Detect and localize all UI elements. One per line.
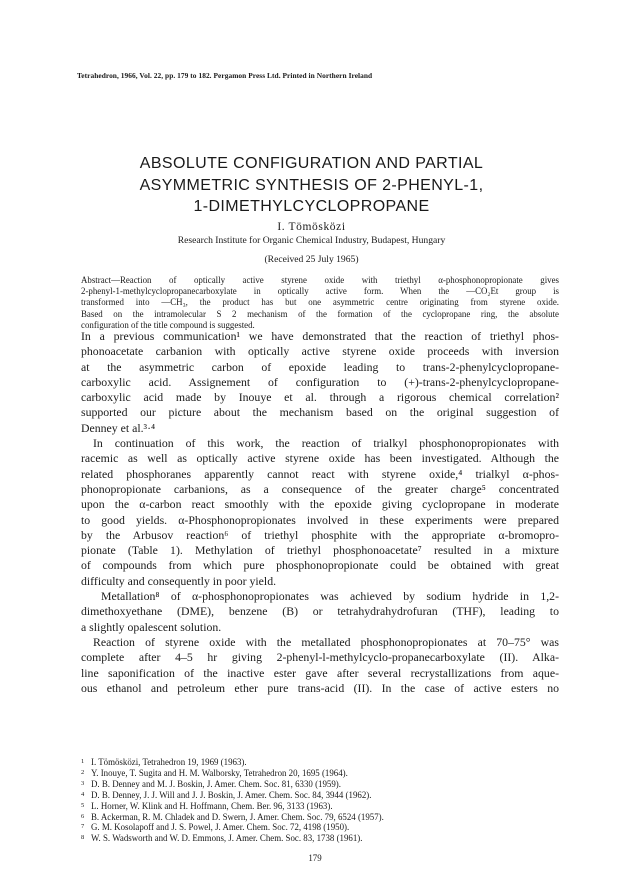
received-text: (Received 25 July 1965) bbox=[264, 254, 359, 265]
body-line: Denney et al.³·⁴ bbox=[81, 420, 156, 435]
footnote bbox=[81, 790, 559, 801]
body-line: by the Arbusov reaction⁶ of triethyl phosphite with the appropriate α-bromopro- bbox=[81, 527, 559, 542]
footnotes bbox=[81, 757, 559, 844]
footnote bbox=[81, 812, 559, 823]
body-line: upon the α-carbon react smoothly with the epoxide giving cyclopropane in moderate bbox=[81, 497, 559, 512]
abstract bbox=[81, 275, 559, 331]
abstract-line: transformed into —CH₃, the product has but one asymmetric centre originating from styrene oxide. bbox=[81, 297, 559, 308]
footnote-mark: 7 bbox=[81, 823, 85, 831]
body-line: Reaction of styrene oxide with the metallated phosphonopropionates at 70–75° was bbox=[93, 634, 559, 649]
body-line: complete after 4–5 hr giving 2-phenyl-l-methylcyclo-propanecarboxylate (II). Alka- bbox=[81, 650, 559, 665]
footnote-text: I. Tömösközi, Tetrahedron 19, 1969 (1963). bbox=[91, 757, 247, 767]
footnote-mark: 6 bbox=[81, 812, 85, 820]
body-line: phonoacetate carbanion with optically active styrene oxide proceeds with inversion bbox=[81, 344, 559, 359]
body-line: of compounds from which pure phosphonopropionate could be obtained with great bbox=[81, 558, 559, 573]
footnote-text: G. M. Kosolapoff and J. S. Powel, J. Amer. Chem. Soc. 72, 4198 (1950). bbox=[91, 822, 350, 833]
body-line: ous ethanol and petroleum ether pure trans-acid (II). In the case of active esters no bbox=[81, 680, 559, 695]
footnote bbox=[81, 801, 559, 812]
title-line: ASYMMETRIC SYNTHESIS OF 2-PHENYL-1, bbox=[139, 176, 484, 194]
footnote-text: B. Ackerman, R. M. Chladek and D. Swern, J. Amer. Chem. Soc. 79, 6524 (1957). bbox=[91, 811, 384, 822]
footnote-text: D. B. Denney, J. J. Will and J. J. Boskin, J. Amer. Chem. Soc. 84, 3944 (1962). bbox=[91, 789, 372, 800]
footnote bbox=[81, 779, 559, 790]
footnote-mark: 5 bbox=[81, 801, 85, 809]
body-line: pionate (Table 1). Methylation of triethyl phosphonoacetate⁷ resulted in a mixture bbox=[81, 543, 559, 558]
page-number: 179 bbox=[308, 853, 322, 863]
body-line: carboxylic acid. Assignement of configuration to (+)-trans-2-phenylcyclopropane- bbox=[81, 374, 559, 389]
body-text bbox=[81, 329, 559, 696]
footnote-text: L. Horner, W. Klink and H. Hoffmann, Chem. Ber. 96, 3133 (1963). bbox=[91, 800, 333, 811]
footnote-mark: 8 bbox=[81, 834, 85, 842]
title-line: 1-DIMETHYLCYCLOPROPANE bbox=[193, 198, 430, 215]
footnote-mark: 1 bbox=[81, 758, 85, 765]
footnote-text: Y. Inouye, T. Sugita and H. M. Walborsky, Tetrahedron 20, 1695 (1964). bbox=[91, 767, 348, 778]
body-line: racemic as well as optically active styrene oxide has been investigated. Although the bbox=[81, 451, 559, 466]
title-line: ABSOLUTE CONFIGURATION AND PARTIAL bbox=[139, 155, 484, 172]
body-line: a slightly opalescent solution. bbox=[81, 619, 222, 634]
footnote bbox=[81, 833, 559, 844]
body-line: at the asymmetric carbon of epoxide leading to trans-2-phenylcyclopropane- bbox=[81, 359, 559, 374]
abstract-line: Based on the intramolecular S 2 mechanism of the formation of the cyclopropane ring, the absolute bbox=[81, 308, 559, 319]
abstract-line: configuration of the title compound is suggested. bbox=[81, 319, 255, 330]
body-line: Metallation⁸ of α-phosphonopropionates was achieved by sodium hydride in 1,2- bbox=[101, 589, 559, 604]
footnote-text: W. S. Wadsworth and W. D. Emmons, J. Amer. Chem. Soc. 83, 1738 (1961). bbox=[91, 833, 363, 844]
footnote-mark: 4 bbox=[81, 790, 85, 798]
body-line: to good yields. α-Phosphonopropionates involved in these experiments were prepared bbox=[81, 512, 559, 527]
footnote-mark: 2 bbox=[81, 768, 85, 776]
running-head: Tetrahedron, 1966, Vol. 22, pp. 179 to 182. Pergamon Press Ltd. Printed in Northern Ireland bbox=[77, 71, 373, 80]
body-line: phonopropionate carbanions, as a consequence of the greater charge⁵ concentrated bbox=[81, 481, 559, 496]
body-line: related phosphoranes apparently cannot react with styrene oxide,⁴ trialkyl α-phos- bbox=[81, 466, 559, 481]
footnote bbox=[81, 757, 559, 768]
author-affiliation: Research Institute for Organic Chemical Industry, Budapest, Hungary bbox=[177, 235, 446, 246]
abstract-line: 2-phenyl-1-methylcyclopropanecarboxylate in optically active form. When the —CO₂Et group is bbox=[81, 286, 559, 297]
body-line: carboxylic acid made by Inouye et al. through a rigorous chemical correlation² bbox=[81, 390, 559, 405]
received-date bbox=[60, 254, 563, 266]
footnote bbox=[81, 822, 559, 833]
article-title bbox=[60, 153, 563, 218]
body-line: In a previous communication¹ we have demonstrated that the reaction of triethyl phos- bbox=[81, 329, 559, 343]
footnote-mark: 3 bbox=[81, 779, 85, 787]
body-line: In continuation of this work, the reaction of trialkyl phosphonopropionates with bbox=[93, 436, 559, 451]
body-line: difficulty and consequently in poor yield. bbox=[81, 573, 277, 588]
body-line: dimethoxyethane (DME), benzene (B) or tetrahydrahydrofuran (THF), leading to bbox=[81, 604, 559, 619]
abstract-line: Abstract—Reaction of optically active styrene oxide with triethyl α-phosphonopropionate gives bbox=[81, 275, 559, 285]
body-line: supported our picture about the mechanism based on the original suggestion of bbox=[81, 405, 559, 420]
footnote-text: D. B. Denney and M. J. Boskin, J. Amer. Chem. Soc. 81, 6330 (1959). bbox=[91, 778, 341, 789]
body-line: line saponification of the inactive ester gave after several recrystallizations from aque- bbox=[81, 665, 559, 680]
author-name: I. Tömösközi bbox=[277, 221, 346, 233]
footnote bbox=[81, 768, 559, 779]
